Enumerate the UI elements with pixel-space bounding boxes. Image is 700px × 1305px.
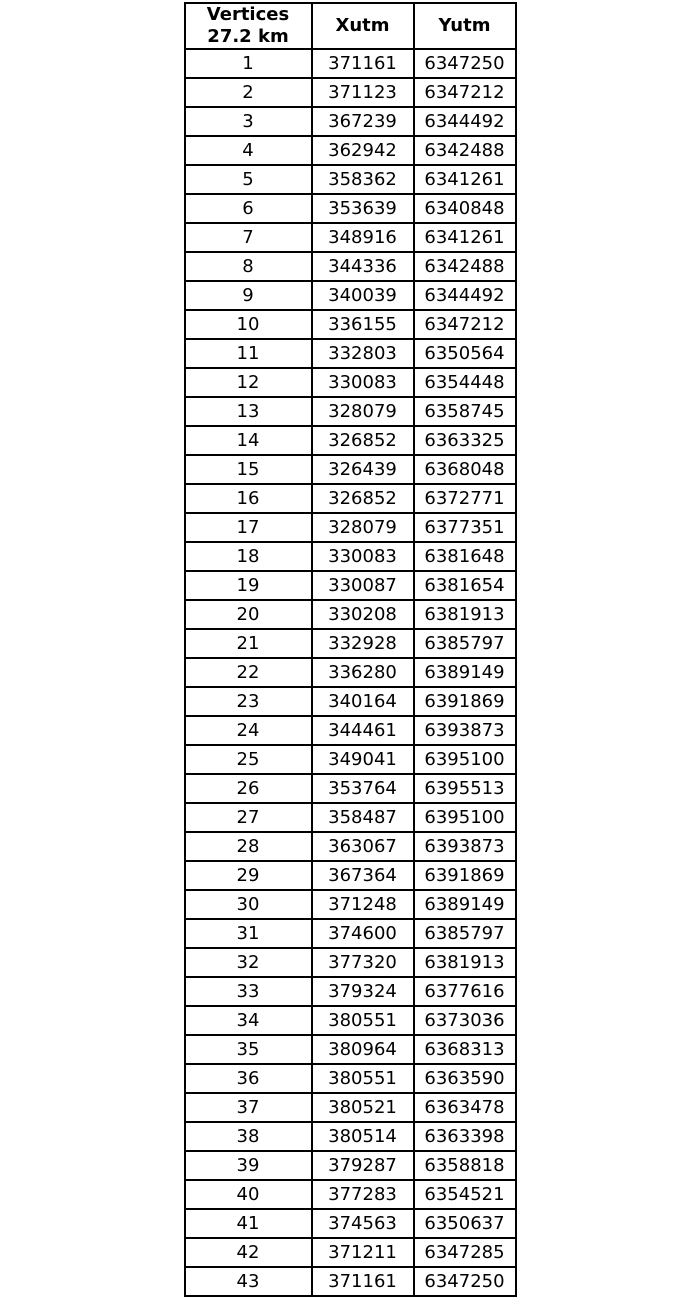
table-row <box>185 107 516 136</box>
vertex-number-cell: 8 <box>185 252 312 281</box>
vertex-number-cell: 17 <box>185 513 312 542</box>
xutm-value-cell: 379324 <box>312 977 414 1006</box>
yutm-value-cell: 6368048 <box>414 455 516 484</box>
yutm-value-cell: 6381913 <box>414 948 516 977</box>
table-row <box>185 600 516 629</box>
vertex-number-cell: 36 <box>185 1064 312 1093</box>
xutm-value-cell: 330208 <box>312 600 414 629</box>
vertex-number-cell: 27 <box>185 803 312 832</box>
yutm-value-cell: 6368313 <box>414 1035 516 1064</box>
xutm-value-cell: 374600 <box>312 919 414 948</box>
xutm-value-cell: 336280 <box>312 658 414 687</box>
table-header-row <box>185 3 516 49</box>
yutm-value-cell: 6363590 <box>414 1064 516 1093</box>
table-row <box>185 1064 516 1093</box>
xutm-value-cell: 380521 <box>312 1093 414 1122</box>
table-row <box>185 455 516 484</box>
table-row <box>185 919 516 948</box>
yutm-value-cell: 6342488 <box>414 252 516 281</box>
xutm-value-cell: 371248 <box>312 890 414 919</box>
table-row <box>185 397 516 426</box>
xutm-value-cell: 362942 <box>312 136 414 165</box>
vertex-number-cell: 38 <box>185 1122 312 1151</box>
table-row <box>185 1151 516 1180</box>
yutm-value-cell: 6363398 <box>414 1122 516 1151</box>
vertex-number-cell: 1 <box>185 49 312 78</box>
table-row <box>185 1122 516 1151</box>
table-row <box>185 658 516 687</box>
yutm-value-cell: 6395100 <box>414 745 516 774</box>
table-row <box>185 368 516 397</box>
table-row <box>185 136 516 165</box>
xutm-value-cell: 371161 <box>312 1267 414 1296</box>
xutm-value-cell: 348916 <box>312 223 414 252</box>
xutm-value-cell: 326439 <box>312 455 414 484</box>
xutm-value-cell: 374563 <box>312 1209 414 1238</box>
vertex-number-cell: 18 <box>185 542 312 571</box>
table-row <box>185 716 516 745</box>
yutm-value-cell: 6373036 <box>414 1006 516 1035</box>
yutm-value-cell: 6391869 <box>414 861 516 890</box>
vertex-number-cell: 28 <box>185 832 312 861</box>
xutm-value-cell: 332928 <box>312 629 414 658</box>
vertex-number-cell: 20 <box>185 600 312 629</box>
table-row <box>185 571 516 600</box>
vertex-number-cell: 23 <box>185 687 312 716</box>
table-row <box>185 977 516 1006</box>
yutm-value-cell: 6381913 <box>414 600 516 629</box>
vertices-header-line2: 27.2 km <box>207 26 289 47</box>
yutm-value-cell: 6344492 <box>414 107 516 136</box>
yutm-value-cell: 6354521 <box>414 1180 516 1209</box>
xutm-value-cell: 367364 <box>312 861 414 890</box>
xutm-value-cell: 332803 <box>312 339 414 368</box>
yutm-value-cell: 6377351 <box>414 513 516 542</box>
yutm-value-cell: 6389149 <box>414 890 516 919</box>
yutm-value-cell: 6354448 <box>414 368 516 397</box>
table-row <box>185 513 516 542</box>
table-row <box>185 890 516 919</box>
table-row <box>185 252 516 281</box>
xutm-value-cell: 353639 <box>312 194 414 223</box>
xutm-value-cell: 340164 <box>312 687 414 716</box>
table-row <box>185 49 516 78</box>
yutm-value-cell: 6350637 <box>414 1209 516 1238</box>
vertex-number-cell: 37 <box>185 1093 312 1122</box>
vertex-number-cell: 14 <box>185 426 312 455</box>
table-row <box>185 687 516 716</box>
table-row <box>185 1267 516 1296</box>
xutm-value-cell: 336155 <box>312 310 414 339</box>
table-row <box>185 542 516 571</box>
yutm-value-cell: 6347250 <box>414 49 516 78</box>
vertex-number-cell: 30 <box>185 890 312 919</box>
yutm-value-cell: 6344492 <box>414 281 516 310</box>
xutm-value-cell: 377283 <box>312 1180 414 1209</box>
yutm-value-cell: 6363478 <box>414 1093 516 1122</box>
xutm-value-cell: 353764 <box>312 774 414 803</box>
yutm-value-cell: 6347212 <box>414 310 516 339</box>
vertex-number-cell: 43 <box>185 1267 312 1296</box>
yutm-value-cell: 6347250 <box>414 1267 516 1296</box>
xutm-value-cell: 328079 <box>312 397 414 426</box>
vertex-number-cell: 5 <box>185 165 312 194</box>
yutm-value-cell: 6358745 <box>414 397 516 426</box>
vertex-number-cell: 42 <box>185 1238 312 1267</box>
vertex-number-cell: 9 <box>185 281 312 310</box>
vertex-number-cell: 2 <box>185 78 312 107</box>
xutm-value-cell: 358362 <box>312 165 414 194</box>
vertex-number-cell: 26 <box>185 774 312 803</box>
vertex-number-cell: 3 <box>185 107 312 136</box>
table-row <box>185 1180 516 1209</box>
table-row <box>185 629 516 658</box>
table-row <box>185 310 516 339</box>
xutm-value-cell: 367239 <box>312 107 414 136</box>
vertex-number-cell: 22 <box>185 658 312 687</box>
yutm-value-cell: 6391869 <box>414 687 516 716</box>
xutm-value-cell: 379287 <box>312 1151 414 1180</box>
vertex-number-cell: 16 <box>185 484 312 513</box>
yutm-value-cell: 6377616 <box>414 977 516 1006</box>
vertex-number-cell: 33 <box>185 977 312 1006</box>
xutm-value-cell: 344336 <box>312 252 414 281</box>
table-row <box>185 1209 516 1238</box>
xutm-value-cell: 380514 <box>312 1122 414 1151</box>
table-row <box>185 948 516 977</box>
table-row <box>185 165 516 194</box>
yutm-value-cell: 6341261 <box>414 165 516 194</box>
xutm-value-cell: 371161 <box>312 49 414 78</box>
xutm-value-cell: 380551 <box>312 1006 414 1035</box>
vertex-number-cell: 15 <box>185 455 312 484</box>
table-row <box>185 861 516 890</box>
table-row <box>185 484 516 513</box>
xutm-value-cell: 326852 <box>312 426 414 455</box>
xutm-value-cell: 363067 <box>312 832 414 861</box>
table-row <box>185 194 516 223</box>
table-body <box>185 49 516 1296</box>
vertex-number-cell: 24 <box>185 716 312 745</box>
yutm-value-cell: 6395100 <box>414 803 516 832</box>
yutm-value-cell: 6347212 <box>414 78 516 107</box>
table-row <box>185 745 516 774</box>
vertex-number-cell: 19 <box>185 571 312 600</box>
vertex-number-cell: 6 <box>185 194 312 223</box>
xutm-column-header: Xutm <box>312 3 414 49</box>
yutm-value-cell: 6381654 <box>414 571 516 600</box>
xutm-value-cell: 328079 <box>312 513 414 542</box>
yutm-value-cell: 6342488 <box>414 136 516 165</box>
table-row <box>185 281 516 310</box>
table-row <box>185 78 516 107</box>
yutm-value-cell: 6350564 <box>414 339 516 368</box>
vertex-number-cell: 4 <box>185 136 312 165</box>
xutm-value-cell: 358487 <box>312 803 414 832</box>
vertex-number-cell: 29 <box>185 861 312 890</box>
vertex-number-cell: 31 <box>185 919 312 948</box>
xutm-value-cell: 344461 <box>312 716 414 745</box>
table-row <box>185 1238 516 1267</box>
vertex-number-cell: 21 <box>185 629 312 658</box>
xutm-value-cell: 380551 <box>312 1064 414 1093</box>
table-row <box>185 223 516 252</box>
yutm-value-cell: 6393873 <box>414 832 516 861</box>
vertex-number-cell: 10 <box>185 310 312 339</box>
vertex-number-cell: 25 <box>185 745 312 774</box>
vertex-number-cell: 39 <box>185 1151 312 1180</box>
table-row <box>185 832 516 861</box>
vertex-number-cell: 13 <box>185 397 312 426</box>
yutm-value-cell: 6341261 <box>414 223 516 252</box>
yutm-value-cell: 6381648 <box>414 542 516 571</box>
yutm-value-cell: 6389149 <box>414 658 516 687</box>
vertex-number-cell: 7 <box>185 223 312 252</box>
table-row <box>185 339 516 368</box>
vertices-coordinates-table <box>184 2 517 1297</box>
xutm-value-cell: 330083 <box>312 368 414 397</box>
yutm-value-cell: 6393873 <box>414 716 516 745</box>
vertex-number-cell: 41 <box>185 1209 312 1238</box>
yutm-value-cell: 6385797 <box>414 629 516 658</box>
xutm-value-cell: 330087 <box>312 571 414 600</box>
yutm-column-header: Yutm <box>414 3 516 49</box>
xutm-value-cell: 377320 <box>312 948 414 977</box>
vertex-number-cell: 35 <box>185 1035 312 1064</box>
table-row <box>185 803 516 832</box>
vertex-number-cell: 11 <box>185 339 312 368</box>
xutm-value-cell: 330083 <box>312 542 414 571</box>
vertex-number-cell: 12 <box>185 368 312 397</box>
yutm-value-cell: 6363325 <box>414 426 516 455</box>
xutm-value-cell: 326852 <box>312 484 414 513</box>
yutm-value-cell: 6347285 <box>414 1238 516 1267</box>
yutm-value-cell: 6395513 <box>414 774 516 803</box>
xutm-value-cell: 349041 <box>312 745 414 774</box>
table-row <box>185 774 516 803</box>
table-row <box>185 1006 516 1035</box>
table-row <box>185 1093 516 1122</box>
vertices-header-line1: Vertices <box>206 4 290 26</box>
yutm-value-cell: 6372771 <box>414 484 516 513</box>
yutm-value-cell: 6358818 <box>414 1151 516 1180</box>
table-row <box>185 1035 516 1064</box>
vertices-column-header <box>185 3 312 49</box>
vertex-number-cell: 32 <box>185 948 312 977</box>
vertex-number-cell: 34 <box>185 1006 312 1035</box>
yutm-value-cell: 6385797 <box>414 919 516 948</box>
xutm-value-cell: 340039 <box>312 281 414 310</box>
table-row <box>185 426 516 455</box>
yutm-value-cell: 6340848 <box>414 194 516 223</box>
xutm-value-cell: 380964 <box>312 1035 414 1064</box>
xutm-value-cell: 371123 <box>312 78 414 107</box>
vertex-number-cell: 40 <box>185 1180 312 1209</box>
xutm-value-cell: 371211 <box>312 1238 414 1267</box>
